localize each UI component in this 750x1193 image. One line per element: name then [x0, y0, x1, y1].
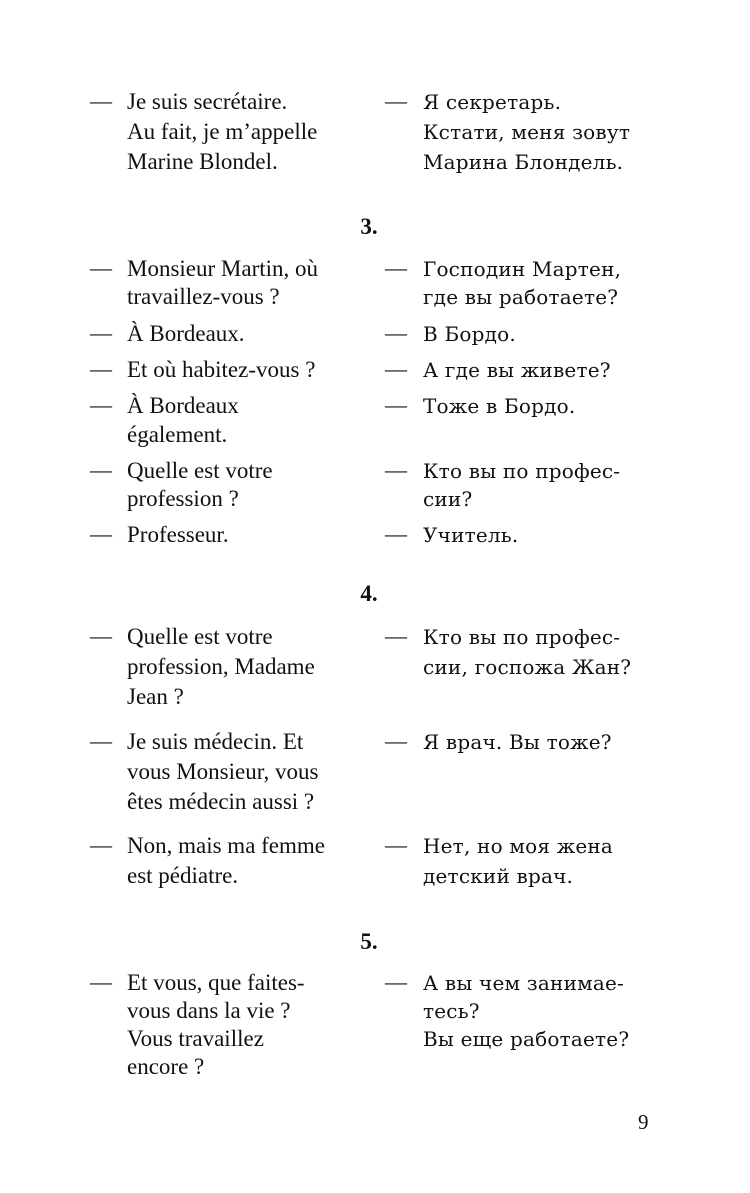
section-heading-5: 5.	[360, 929, 378, 954]
dash: —	[90, 623, 112, 648]
dash: —	[90, 832, 112, 857]
russian-line: Я секретарь.	[423, 90, 562, 114]
french-line: Non, mais ma femme	[127, 833, 326, 858]
french-line: À Bordeaux.	[127, 321, 245, 346]
russian-line: сии?	[423, 487, 473, 511]
french-line: Jean ?	[127, 684, 184, 709]
russian-line: Учитель.	[423, 523, 519, 547]
dash: —	[385, 88, 407, 113]
russian-line: В Бордо.	[423, 322, 516, 346]
dash: —	[385, 521, 407, 546]
dash: —	[385, 969, 407, 994]
french-line: Je suis secrétaire.	[127, 89, 288, 114]
dash: —	[90, 521, 112, 546]
russian-line: где вы работаете?	[423, 285, 619, 309]
french-line: Marine Blondel.	[127, 149, 278, 174]
french-line: travaillez-vous ?	[127, 284, 280, 309]
french-line: Monsieur Martin, où	[127, 256, 319, 281]
french-line: profession, Madame	[127, 654, 315, 679]
dash: —	[90, 969, 112, 994]
french-line: êtes médecin aussi ?	[127, 789, 315, 814]
french-line: encore ?	[127, 1054, 205, 1079]
french-line: Vous travaillez	[127, 1026, 264, 1051]
section-heading-3: 3.	[360, 214, 378, 239]
russian-line: Я врач. Вы тоже?	[423, 730, 612, 754]
russian-line: Вы еще работаете?	[423, 1027, 630, 1051]
dash: —	[90, 728, 112, 753]
russian-line: Кто вы по профес-	[423, 459, 621, 483]
french-line: vous Monsieur, vous	[127, 759, 319, 784]
french-line: Au fait, je m’appelle	[127, 119, 318, 144]
french-line: Et où habitez-vous ?	[127, 357, 316, 382]
russian-line: Нет, но моя жена	[423, 834, 614, 858]
french-line: Quelle est votre	[127, 624, 273, 649]
dash: —	[385, 356, 407, 381]
dash: —	[90, 457, 112, 482]
russian-line: Кстати, меня зовут	[423, 120, 631, 144]
dash: —	[90, 356, 112, 381]
french-line: Et vous, que faites-	[127, 970, 305, 995]
dash: —	[385, 457, 407, 482]
dash: —	[385, 320, 407, 345]
russian-line: А где вы живете?	[423, 358, 611, 382]
russian-line: Кто вы по профес-	[423, 625, 621, 649]
section-heading-4: 4.	[360, 581, 378, 606]
dash: —	[385, 728, 407, 753]
dash: —	[385, 623, 407, 648]
french-line: vous dans la vie ?	[127, 998, 291, 1023]
page-number: 9	[638, 1110, 649, 1134]
russian-line: А вы чем занимае-	[423, 971, 624, 995]
french-line: Professeur.	[127, 522, 229, 547]
french-line: Je suis médecin. Et	[127, 729, 304, 754]
french-line: est pédiatre.	[127, 863, 239, 888]
russian-line: детский врач.	[423, 864, 574, 888]
dash: —	[90, 320, 112, 345]
french-line: également.	[127, 422, 228, 447]
dash: —	[385, 392, 407, 417]
russian-line: тесь?	[423, 999, 480, 1023]
russian-line: Марина Блондель.	[423, 150, 624, 174]
dash: —	[385, 255, 407, 280]
russian-line: сии, госпожа Жан?	[423, 655, 632, 679]
french-line: profession ?	[127, 486, 239, 511]
dash: —	[90, 88, 112, 113]
russian-line: Тоже в Бордо.	[423, 394, 576, 418]
french-line: Quelle est votre	[127, 458, 273, 483]
dash: —	[90, 392, 112, 417]
russian-line: Господин Мартен,	[423, 257, 622, 281]
dash: —	[385, 832, 407, 857]
french-line: À Bordeaux	[127, 393, 239, 418]
dash: —	[90, 255, 112, 280]
